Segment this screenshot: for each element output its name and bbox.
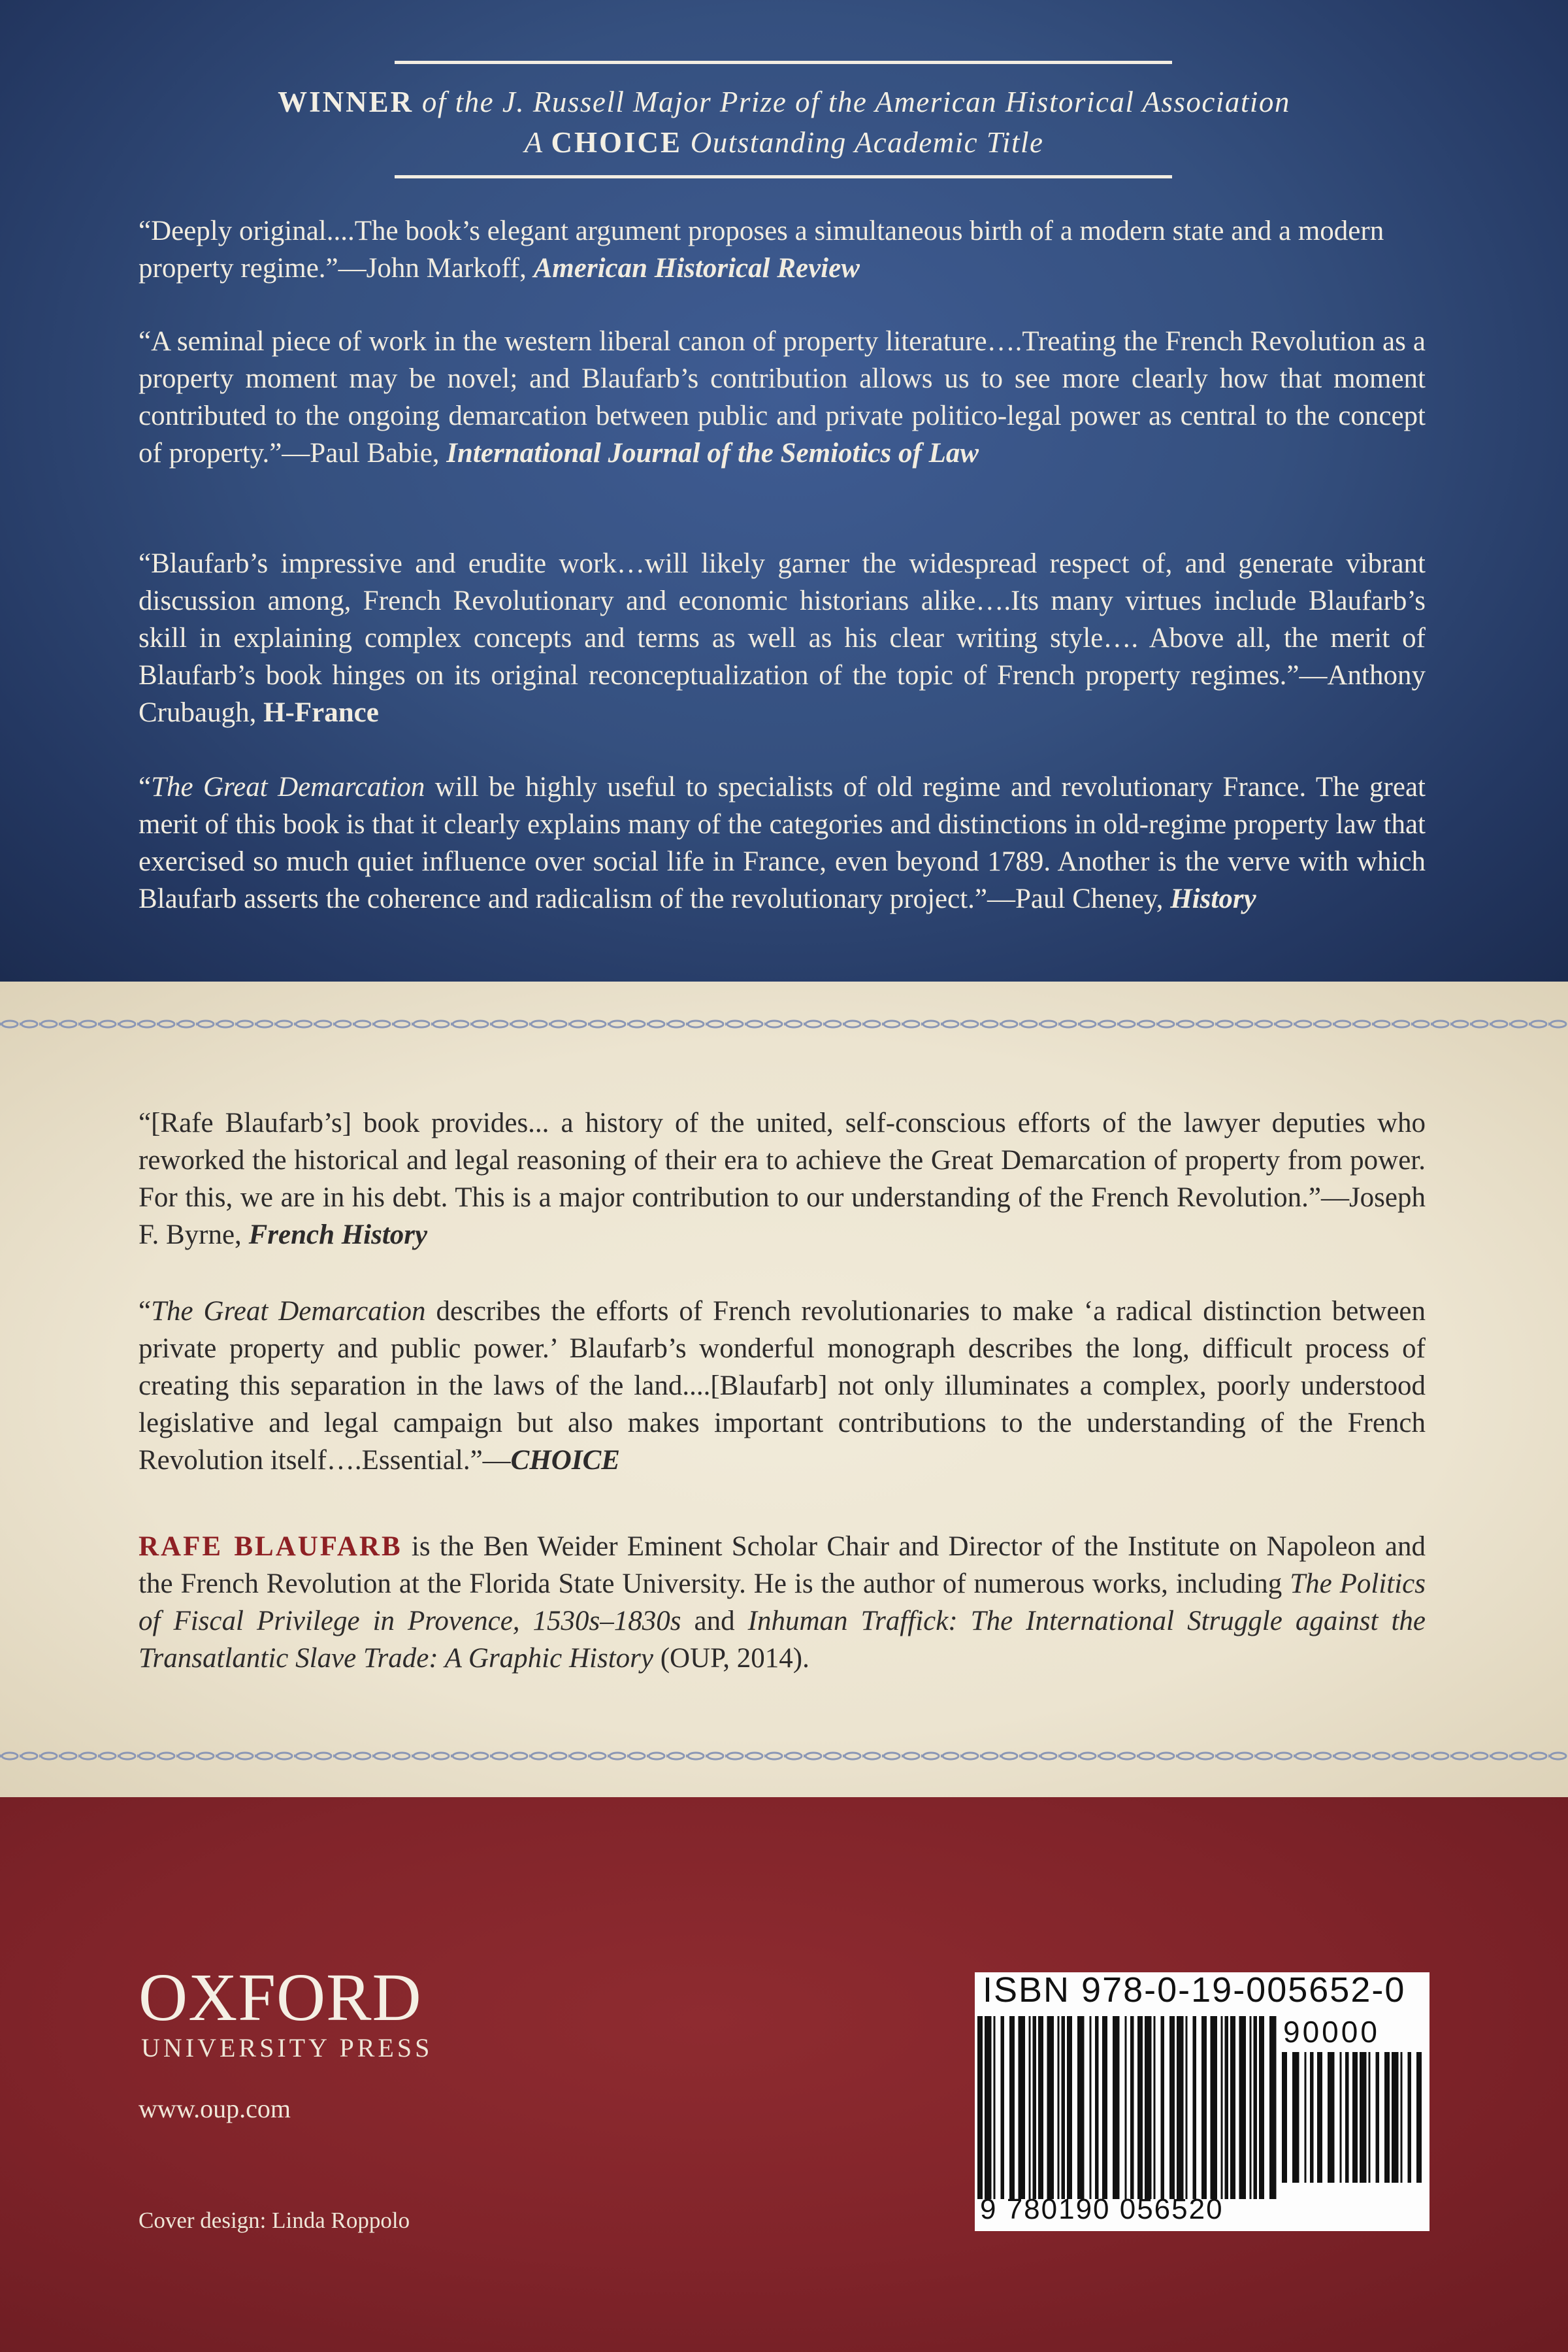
barcode-bar bbox=[1161, 2016, 1165, 2199]
barcode-bar bbox=[1154, 2016, 1156, 2199]
quote-book-title: The Great Demarcation bbox=[151, 1296, 426, 1327]
barcode-bar bbox=[1305, 2052, 1307, 2183]
quote-text: “A seminal piece of work in the western liberal canon of property literature….Treating the French Revolution as a property moment may be novel; and Blaufarb’s contribution allows us to see more clearly how that moment contributed to the ongoing demarcation between public and private politico-legal power as central to the concept of property.”—Paul Babie, bbox=[139, 326, 1426, 469]
barcode-bar bbox=[1177, 2016, 1184, 2199]
cream-band bbox=[0, 982, 1568, 1797]
quote-source: CHOICE bbox=[510, 1445, 620, 1476]
barcode-bar bbox=[1416, 2052, 1422, 2183]
barcode-bar bbox=[1239, 2016, 1247, 2199]
bio-text: and bbox=[681, 1606, 748, 1636]
barcode-bar bbox=[1009, 2016, 1015, 2199]
barcode-bar bbox=[994, 2016, 996, 2199]
barcode-bar bbox=[1384, 2052, 1390, 2183]
isbn-number: ISBN 978-0-19-005652-0 bbox=[983, 1970, 1406, 2010]
bio-book-title: Inhuman Traffick: The International Struggle against the Transatlantic Slave Trade: A Graphic History bbox=[139, 1606, 1426, 1674]
quote-source: History bbox=[1170, 884, 1256, 914]
publisher-website: www.oup.com bbox=[139, 2094, 291, 2123]
barcode-bar bbox=[1328, 2052, 1335, 2183]
barcode-bar bbox=[1352, 2052, 1358, 2183]
barcode-bar bbox=[985, 2016, 992, 2199]
award-bottom-rule bbox=[395, 175, 1172, 178]
barcode-bar bbox=[977, 2016, 983, 2199]
quote-book-title: The Great Demarcation bbox=[151, 772, 425, 803]
blue-band bbox=[0, 0, 1568, 982]
barcode-bar bbox=[1292, 2052, 1299, 2183]
bio-text: is the Ben Weider Eminent Scholar Chair and Director of the Institute on Napoleon and the French Revolution at the Florida State University. He is the author of numerous works, including bbox=[139, 1531, 1426, 1599]
barcode-bar bbox=[1125, 2016, 1127, 2199]
barcode-bar bbox=[1062, 2016, 1066, 2199]
quote-text: describes the efforts of French revolutionaries to make ‘a radical distinction between private property and public power.’ Blaufarb’s wonderful monograph describes the long, difficult process of creating this separation in the laws of the land....[Blaufarb] not only illuminates a complex, poorly understood legislative and legal campaign but also makes important contributions to the understanding of the French Revolution itself….Essential.”— bbox=[139, 1296, 1426, 1476]
quote-markoff bbox=[139, 212, 1426, 287]
barcode-bar bbox=[1376, 2052, 1380, 2183]
bio-book-title: The Politics of Fiscal Privilege in Provence, 1530s–1830s bbox=[139, 1568, 1426, 1636]
award-prize-text: of the J. Russell Major Prize of the American Historical Association bbox=[414, 86, 1290, 118]
quote-text: will be highly useful to specialists of old regime and revolutionary France. The great merit of this book is that it clearly explains many of the categories and distinctions in old-regime property law that exercised so much quiet influence over social life in France, even beyond 1789. Another is the verve with which Blaufarb asserts the coherence and radicalism of the revolutionary project.”—Paul Cheney, bbox=[139, 772, 1426, 914]
barcode-bar bbox=[1401, 2052, 1403, 2183]
barcode-price-code: 90000 bbox=[1283, 2015, 1380, 2049]
barcode-bar bbox=[1345, 2052, 1349, 2183]
quote-text: “[Rafe Blaufarb’s] book provides... a history of the united, self-conscious efforts of the lawyer deputies who reworked the historical and legal reasoning of their era to achieve the Great Demarcation of property from power. For this, we are in his debt. This is a major contribution to our understanding of the French Revolution.”—Joseph F. Byrne, bbox=[139, 1108, 1426, 1250]
barcode-bar bbox=[1095, 2016, 1099, 2199]
quote-cheney bbox=[139, 769, 1426, 918]
barcode-bar bbox=[1369, 2052, 1371, 2183]
barcode-bar bbox=[1221, 2016, 1223, 2199]
author-bio bbox=[139, 1528, 1426, 1677]
quote-source: H-France bbox=[263, 697, 379, 728]
barcode-bar bbox=[1360, 2052, 1367, 2183]
barcode-bar bbox=[1102, 2016, 1107, 2199]
author-name: RAFE BLAUFARB bbox=[139, 1531, 402, 1562]
barcode-bar bbox=[1230, 2016, 1235, 2199]
quote-lead: “ bbox=[139, 1296, 152, 1327]
barcode-bar bbox=[1169, 2016, 1175, 2199]
barcode-bar bbox=[1225, 2016, 1229, 2199]
barcode-bar bbox=[1047, 2016, 1054, 2199]
barcode-bar bbox=[1269, 2016, 1277, 2199]
barcode-bar bbox=[1193, 2016, 1197, 2199]
barcode-bar bbox=[1250, 2016, 1252, 2199]
barcode-bar bbox=[1340, 2052, 1342, 2183]
publisher-subtitle: UNIVERSITY PRESS bbox=[141, 2033, 433, 2062]
award-line-choice bbox=[0, 125, 1568, 159]
award-top-rule bbox=[395, 61, 1172, 64]
quote-crubaugh bbox=[139, 545, 1426, 731]
barcode-bar bbox=[1317, 2052, 1322, 2183]
quote-byrne bbox=[139, 1104, 1426, 1253]
quote-text: “Deeply original....The book’s elegant argument proposes a simultaneous birth of a modern state and a modern property regime.”—John Markoff, bbox=[139, 216, 1384, 284]
barcode-bar bbox=[1090, 2016, 1092, 2199]
barcode-bar bbox=[1019, 2016, 1026, 2199]
barcode-bar bbox=[1029, 2016, 1031, 2199]
barcode-bar bbox=[1130, 2016, 1134, 2199]
barcode-bar bbox=[1145, 2016, 1152, 2199]
quote-source: International Journal of the Semiotics of Law bbox=[446, 438, 979, 469]
cover-design-credit: Cover design: Linda Roppolo bbox=[139, 2208, 410, 2233]
barcode-bar bbox=[1392, 2052, 1399, 2183]
publisher-logo: OXFORD bbox=[139, 1960, 422, 2035]
barcode-bar bbox=[1259, 2016, 1264, 2199]
barcode-bar bbox=[1077, 2016, 1085, 2199]
barcode-bar bbox=[1067, 2016, 1072, 2199]
barcode-bar bbox=[1282, 2052, 1287, 2183]
quote-babie bbox=[139, 323, 1426, 472]
quote-source: American Historical Review bbox=[533, 253, 860, 284]
barcode-addon-bars bbox=[1281, 2052, 1424, 2183]
barcode-bar bbox=[1113, 2016, 1120, 2199]
award-winner: WINNER bbox=[278, 86, 414, 118]
bio-text: (OUP, 2014). bbox=[653, 1643, 809, 1674]
barcode-main-bars bbox=[976, 2016, 1277, 2199]
ornamental-border-top bbox=[0, 1017, 1568, 1031]
barcode-bar bbox=[1211, 2016, 1218, 2199]
quote-source: French History bbox=[248, 1219, 428, 1250]
barcode-bar bbox=[1408, 2052, 1412, 2183]
award-choice-lead: A bbox=[524, 126, 551, 159]
barcode-bar bbox=[1058, 2016, 1060, 2199]
barcode-bar bbox=[1033, 2016, 1037, 2199]
barcode-bar bbox=[1186, 2016, 1188, 2199]
barcode-digits: 9 780190 056520 bbox=[980, 2193, 1224, 2225]
award-choice-rest: Outstanding Academic Title bbox=[682, 126, 1044, 159]
quote-lead: “ bbox=[139, 772, 152, 803]
quote-text: “Blaufarb’s impressive and erudite work…will likely garner the widespread respect of, and generate vibrant discussion among, French Revolutionary and economic historians alike….Its many virtues include Blaufarb’s skill in explaining complex concepts and terms as well as his clear writing style…. Above all, the merit of Blaufarb’s book hinges on its original reconceptualization of the topic of French property regimes.”—Anthony Crubaugh, bbox=[139, 548, 1426, 728]
award-choice-bold: CHOICE bbox=[551, 126, 683, 159]
barcode-bar bbox=[1310, 2052, 1314, 2183]
ornamental-border-bottom bbox=[0, 1749, 1568, 1763]
barcode-bar bbox=[1137, 2016, 1143, 2199]
barcode-bar bbox=[1038, 2016, 1043, 2199]
barcode-bar bbox=[1201, 2016, 1207, 2199]
quote-choice bbox=[139, 1293, 1426, 1479]
barcode-bar bbox=[1001, 2016, 1005, 2199]
award-line-prize bbox=[0, 85, 1568, 119]
barcode-bar bbox=[1254, 2016, 1258, 2199]
